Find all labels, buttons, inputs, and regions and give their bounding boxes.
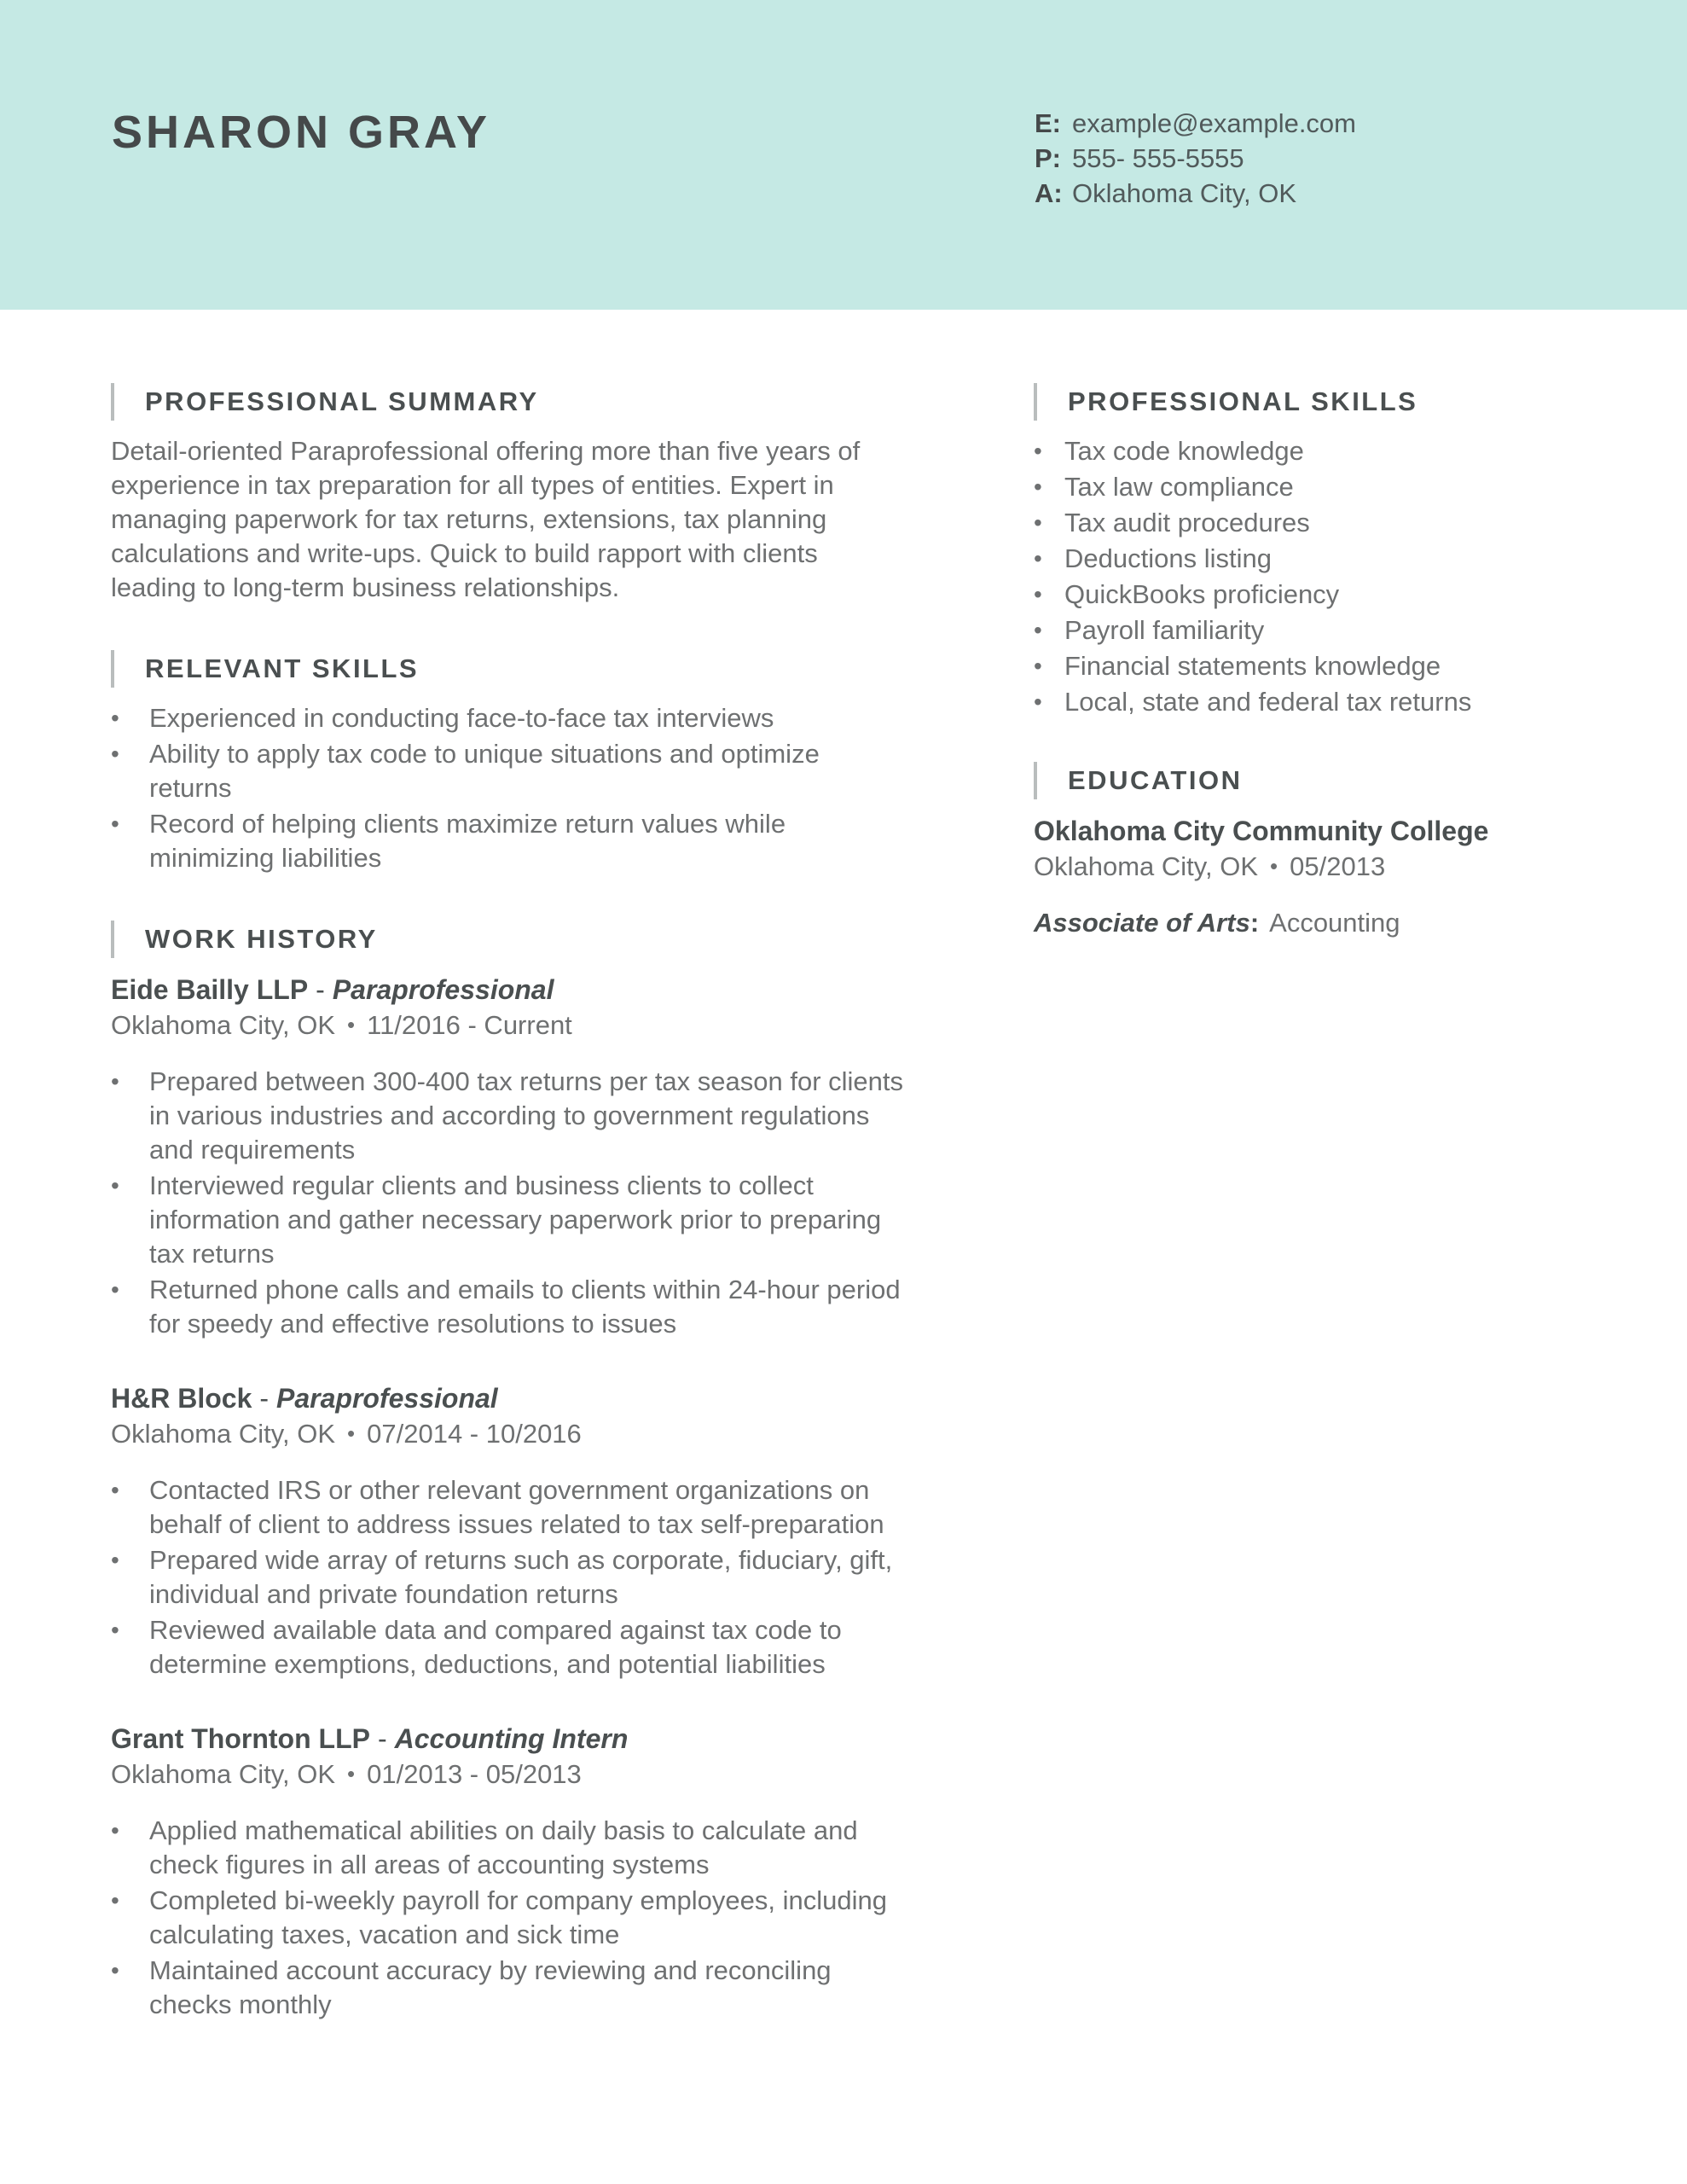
degree-field: Accounting xyxy=(1269,908,1400,938)
job-location: Oklahoma City, OK xyxy=(111,1010,336,1040)
professional-summary-section xyxy=(111,383,904,605)
school-name: Oklahoma City Community College xyxy=(1034,816,1489,846)
bullet-icon: • xyxy=(1034,545,1042,572)
job-meta xyxy=(111,1008,904,1043)
education-location: Oklahoma City, OK xyxy=(1034,851,1259,881)
bullet-icon: • xyxy=(111,1957,119,1984)
list-item: • Interviewed regular clients and business clients to collect information and gather necessary paperwork prior to preparing tax returns xyxy=(111,1169,904,1271)
bullet-icon: • xyxy=(1034,617,1042,643)
heading-text: PROFESSIONAL SKILLS xyxy=(1068,386,1418,416)
bullet-icon: • xyxy=(1034,473,1042,500)
work-history-heading xyxy=(111,921,904,958)
job-bullet-list xyxy=(111,1065,904,1341)
dot-separator: • xyxy=(347,1012,356,1037)
job-title-line xyxy=(111,972,904,1008)
job-entry xyxy=(111,1721,904,2022)
bullet-icon: • xyxy=(1034,581,1042,607)
bullet-icon: • xyxy=(1034,438,1042,464)
company-name: Grant Thornton LLP xyxy=(111,1723,370,1754)
main-content xyxy=(0,310,1687,2067)
dash-separator: - xyxy=(316,974,325,1005)
bullet-icon: • xyxy=(111,1887,119,1914)
professional-skills-section xyxy=(1034,383,1631,719)
header-band xyxy=(0,0,1687,310)
education-date: 05/2013 xyxy=(1290,851,1386,881)
job-dates: 11/2016 - Current xyxy=(367,1010,572,1040)
bullet-icon: • xyxy=(111,741,119,767)
heading-text: PROFESSIONAL SUMMARY xyxy=(145,386,539,416)
company-name: H&R Block xyxy=(111,1383,252,1414)
bullet-icon: • xyxy=(111,1817,119,1844)
job-meta xyxy=(111,1416,904,1451)
bullet-icon: • xyxy=(1034,653,1042,679)
job-title-line xyxy=(111,1380,904,1416)
bullet-icon: • xyxy=(1034,509,1042,536)
job-entry xyxy=(111,1380,904,1682)
bullet-icon: • xyxy=(111,1547,119,1573)
company-name: Eide Bailly LLP xyxy=(111,974,309,1005)
degree-name: Associate of Arts xyxy=(1034,908,1250,938)
professional-skills-list xyxy=(1034,434,1631,719)
summary-text: Detail-oriented Paraprofessional offering more than five years of experience in tax preparation for all types of entities. Expert in managing paperwork for tax returns, extensions, tax planning calculations and write-ups. Quick to build rapport with clients leading to long-term business relationships. xyxy=(111,436,861,602)
job-title: Paraprofessional xyxy=(276,1383,498,1414)
dot-separator: • xyxy=(347,1761,356,1786)
phone-value: 555- 555-5555 xyxy=(1072,143,1244,173)
heading-pipe-icon xyxy=(111,650,114,688)
heading-pipe-icon xyxy=(1034,762,1037,799)
dot-separator: • xyxy=(1270,853,1278,879)
list-item: • Record of helping clients maximize return values while minimizing liabilities xyxy=(111,807,904,875)
job-bullet-list xyxy=(111,1473,904,1682)
heading-pipe-icon xyxy=(1034,383,1037,421)
candidate-name: SHARON GRAY xyxy=(112,107,491,158)
bullet-icon: • xyxy=(111,810,119,837)
heading-pipe-icon xyxy=(111,921,114,958)
list-item: • Returned phone calls and emails to clients within 24-hour period for speedy and effective resolutions to issues xyxy=(111,1273,904,1341)
address-value: Oklahoma City, OK xyxy=(1072,178,1297,208)
list-item: • Prepared between 300-400 tax returns per tax season for clients in various industries and according to government regulations and requirements xyxy=(111,1065,904,1167)
bullet-icon: • xyxy=(1034,688,1042,715)
right-column xyxy=(1034,383,1631,983)
dash-separator: - xyxy=(377,1723,387,1754)
email-label: E: xyxy=(1035,108,1061,138)
heading-text: EDUCATION xyxy=(1068,765,1243,795)
list-item: • Maintained account accuracy by reviewing and reconciling checks monthly xyxy=(111,1954,904,2022)
list-item: • Ability to apply tax code to unique situations and optimize returns xyxy=(111,737,904,805)
heading-text: WORK HISTORY xyxy=(145,924,378,954)
list-item: • Tax audit procedures xyxy=(1034,506,1631,540)
heading-pipe-icon xyxy=(111,383,114,421)
address-label: A: xyxy=(1035,178,1063,208)
education-heading xyxy=(1034,762,1631,799)
relevant-skills-heading xyxy=(111,650,904,688)
job-meta xyxy=(111,1757,904,1792)
professional-summary-heading xyxy=(111,383,904,421)
list-item: • QuickBooks proficiency xyxy=(1034,578,1631,612)
job-location: Oklahoma City, OK xyxy=(111,1419,336,1449)
list-item: • Contacted IRS or other relevant government organizations on behalf of client to address issues related to tax self-preparation xyxy=(111,1473,904,1542)
list-item: • Completed bi-weekly payroll for company employees, including calculating taxes, vacation and sick time xyxy=(111,1884,904,1952)
email-value: example@example.com xyxy=(1072,108,1356,138)
list-item: • Tax code knowledge xyxy=(1034,434,1631,468)
bullet-icon: • xyxy=(111,1617,119,1643)
professional-skills-heading xyxy=(1034,383,1631,421)
job-title-line xyxy=(111,1721,904,1757)
list-item: • Deductions listing xyxy=(1034,542,1631,576)
list-item: • Prepared wide array of returns such as corporate, fiduciary, gift, individual and private foundation returns xyxy=(111,1543,904,1612)
list-item: • Tax law compliance xyxy=(1034,470,1631,504)
education-meta xyxy=(1034,849,1631,884)
contact-row-address xyxy=(1035,176,1356,211)
job-bullet-list xyxy=(111,1814,904,2022)
job-dates: 07/2014 - 10/2016 xyxy=(367,1419,582,1449)
dot-separator: • xyxy=(347,1420,356,1446)
list-item: • Reviewed available data and compared against tax code to determine exemptions, deductions, and potential liabilities xyxy=(111,1613,904,1682)
job-title: Accounting Intern xyxy=(394,1723,629,1754)
contact-row-phone xyxy=(1035,141,1356,176)
relevant-skills-section xyxy=(111,650,904,875)
left-column xyxy=(111,383,904,2067)
job-location: Oklahoma City, OK xyxy=(111,1759,336,1789)
contact-row-email xyxy=(1035,106,1356,141)
list-item: • Applied mathematical abilities on daily basis to calculate and check figures in all areas of accounting systems xyxy=(111,1814,904,1882)
list-item: • Local, state and federal tax returns xyxy=(1034,685,1631,719)
bullet-icon: • xyxy=(111,1477,119,1503)
list-item: • Payroll familiarity xyxy=(1034,613,1631,648)
phone-label: P: xyxy=(1035,143,1061,173)
bullet-icon: • xyxy=(111,1068,119,1095)
job-dates: 01/2013 - 05/2013 xyxy=(367,1759,582,1789)
job-entry xyxy=(111,972,904,1341)
list-item: • Experienced in conducting face-to-face tax interviews xyxy=(111,701,904,735)
dash-separator: - xyxy=(259,1383,270,1414)
bullet-icon: • xyxy=(111,1276,119,1303)
contact-block xyxy=(1035,106,1356,211)
work-history-section xyxy=(111,921,904,2022)
list-item: • Financial statements knowledge xyxy=(1034,649,1631,683)
heading-text: RELEVANT SKILLS xyxy=(145,653,420,683)
degree-colon: : xyxy=(1249,908,1260,938)
relevant-skills-list xyxy=(111,701,904,875)
job-title: Paraprofessional xyxy=(332,974,554,1005)
education-section xyxy=(1034,762,1631,940)
bullet-icon: • xyxy=(111,705,119,731)
degree-line xyxy=(1034,906,1631,940)
bullet-icon: • xyxy=(111,1172,119,1199)
